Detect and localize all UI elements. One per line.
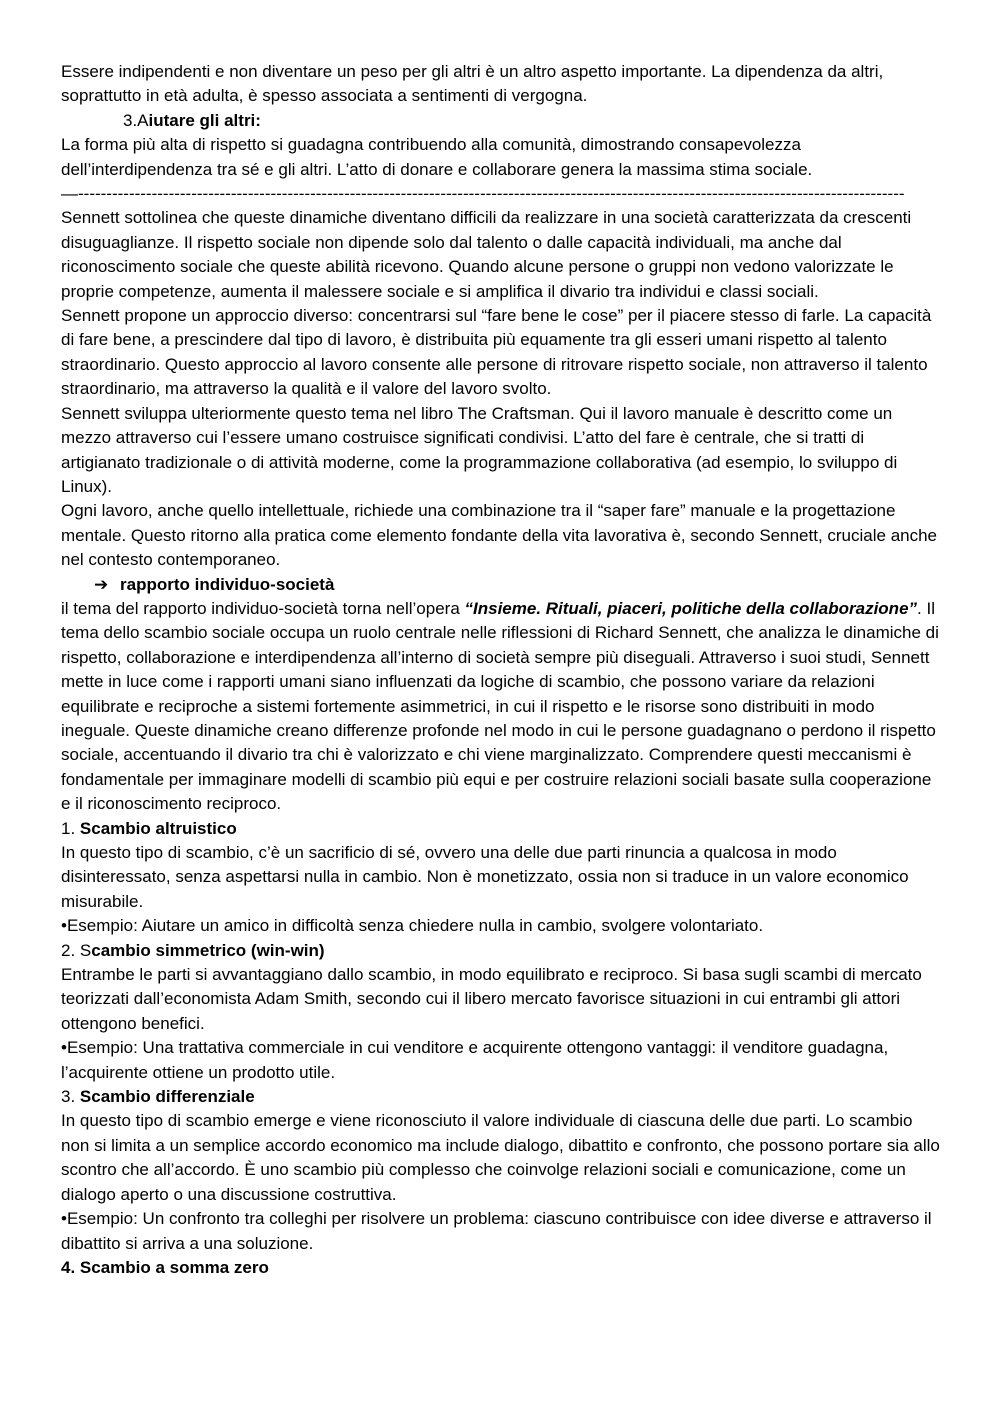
- heading-helping-others: [61, 109, 942, 133]
- heading-text: 4. Scambio a somma zero: [61, 1257, 269, 1277]
- paragraph-helping-others: La forma più alta di rispetto si guadagna contribuendo alla comunità, dimostrando consapevolezza dell’interdipendenza tra sé e gli altri. L’atto di donare e collaborare genera la massima stima sociale.: [61, 135, 813, 179]
- arrow-right-icon: ➔: [94, 574, 109, 594]
- heading-exchange-symmetric: [61, 939, 942, 963]
- example-exchange-altruistic: •Esempio: Aiutare un amico in difficoltà senza chiedere nulla in cambio, svolgere volontariato.: [61, 916, 764, 936]
- example-exchange-symmetric: •Esempio: Una trattativa commerciale in cui venditore e acquirente ottengono vantaggi: il venditore guadagna, l’acquirente ottiene un prodotto utile.: [61, 1038, 889, 1082]
- paragraph-insieme-body: . Il tema dello scambio sociale occupa un ruolo centrale nelle riflessioni di Richard Sennett, che analizza le dinamiche di rispetto, collaborazione e interdipendenza all’interno di società sempre più diseguali. Attraverso i suoi studi, Sennett mette in luce come i rapporti umani siano influenzati da logiche di scambio, che possono variare da relazioni equilibrate e reciproche a sistemi fortemente asimmetrici, in cui il rispetto e le risorse sono distribuiti in modo ineguale. Queste dinamiche creano differenze profonde nel modo in cui le persone guadagnano o perdono il rispetto sociale, accentuando il divario tra chi è valorizzato e chi viene marginalizzato. Comprendere questi meccanismi è fondamentale per immaginare modelli di scambio più equi e per costruire relazioni sociali basate sulla cooperazione e il riconoscimento reciproco.: [61, 598, 939, 814]
- paragraph-insieme: [61, 597, 942, 817]
- paragraph-craftsman: Sennett sviluppa ulteriormente questo tema nel libro The Craftsman. Qui il lavoro manuale è descritto come un mezzo attraverso cui l’essere umano costruisce significati condivisi. L’atto del fare è centrale, che si tratti di artigianato tradizionale o di attività moderne, come la programmazione collaborativa (ad esempio, lo sviluppo di Linux).: [61, 403, 898, 496]
- paragraph-exchange-altruistic: In questo tipo di scambio, c’è un sacrificio di sé, ovvero una delle due parti rinuncia a qualcosa in modo disinteressato, senza aspettarsi nulla in cambio. Non è monetizzato, ossia non si traduce in un valore economico misurabile.: [61, 843, 909, 911]
- heading-exchange-altruistic: [61, 817, 942, 841]
- heading-number: 3.A: [123, 110, 149, 130]
- paragraph-doing-well: Sennett propone un approccio diverso: concentrarsi sul “fare bene le cose” per il piacere stesso di farle. La capacità di fare bene, a prescindere dal tipo di lavoro, è distribuita più equamente tra gli esseri umani rispetto al talento straordinario. Questo approccio al lavoro consente alle persone di ritrovare rispetto sociale, non attraverso il talento straordinario, ma attraverso la qualità e il valore del lavoro svolto.: [61, 306, 932, 399]
- heading-number: 3.: [61, 1087, 80, 1107]
- heading-individual-society-label: rapporto individuo-società: [120, 574, 335, 594]
- paragraph-exchange-differential: In questo tipo di scambio emerge e viene riconosciuto il valore individuale di ciascuna delle due parti. Lo scambio non si limita a un semplice accordo economico ma include dialogo, dibattito e confronto, che possono portare sia allo scontro che all’accordo. È uno scambio più complesso che coinvolge relazioni sociali e comunicazione, come un dialogo aperto o una discussione costruttiva.: [61, 1111, 940, 1204]
- heading-number: 1.: [61, 818, 80, 838]
- book-title: “Insieme. Rituali, piaceri, politiche della collaborazione”: [464, 598, 918, 618]
- paragraph-inequality: Sennett sottolinea che queste dinamiche diventano difficili da realizzare in una società caratterizzata da crescenti disuguaglianze. Il rispetto sociale non dipende solo dal talento o dalle capacità individuali, ma anche dal riconoscimento sociale che queste abilità ricevono. Quando alcune persone o gruppi non vedono valorizzate le proprie competenze, aumenta il malessere sociale e si amplifica il divario tra individui e classi sociali.: [61, 208, 912, 301]
- example-exchange-differential: •Esempio: Un confronto tra colleghi per risolvere un problema: ciascuno contribuisce con idee diverse e attraverso il dibattito si arriva a una soluzione.: [61, 1209, 932, 1253]
- paragraph-exchange-symmetric: Entrambe le parti si avvantaggiano dallo scambio, in modo equilibrato e reciproco. Si basa sugli scambi di mercato teorizzati dall’economista Adam Smith, secondo cui il libero mercato favorisce situazioni in cui entrambi gli attori ottengono benefici.: [61, 965, 922, 1033]
- paragraph-insieme-intro: il tema del rapporto individuo-società torna nell’opera: [61, 598, 465, 618]
- heading-number: 2. S: [61, 940, 92, 960]
- paragraph-independence: Essere indipendenti e non diventare un peso per gli altri è un altro aspetto importante. La dipendenza da altri, soprattutto in età adulta, è spesso associata a sentimenti di vergogna.: [61, 62, 884, 106]
- heading-text: Scambio altruistico: [79, 818, 237, 838]
- heading-individual-society: [61, 573, 942, 597]
- heading-text: cambio simmetrico (win-win): [91, 940, 325, 960]
- heading-exchange-zero-sum: [61, 1256, 942, 1280]
- heading-text: iutare gli altri:: [148, 110, 261, 130]
- heading-exchange-differential: [61, 1085, 942, 1109]
- paragraph-know-how: Ogni lavoro, anche quello intellettuale, richiede una combinazione tra il “saper fare” manuale e la progettazione mentale. Questo ritorno alla pratica come elemento fondante della vita lavorativa è, secondo Sennett, cruciale anche nel contesto contemporaneo.: [61, 501, 938, 570]
- heading-text: Scambio differenziale: [79, 1087, 255, 1107]
- separator-line: —--------------------------------------------------------------------------------------------------------------------------------------------------: [61, 184, 905, 204]
